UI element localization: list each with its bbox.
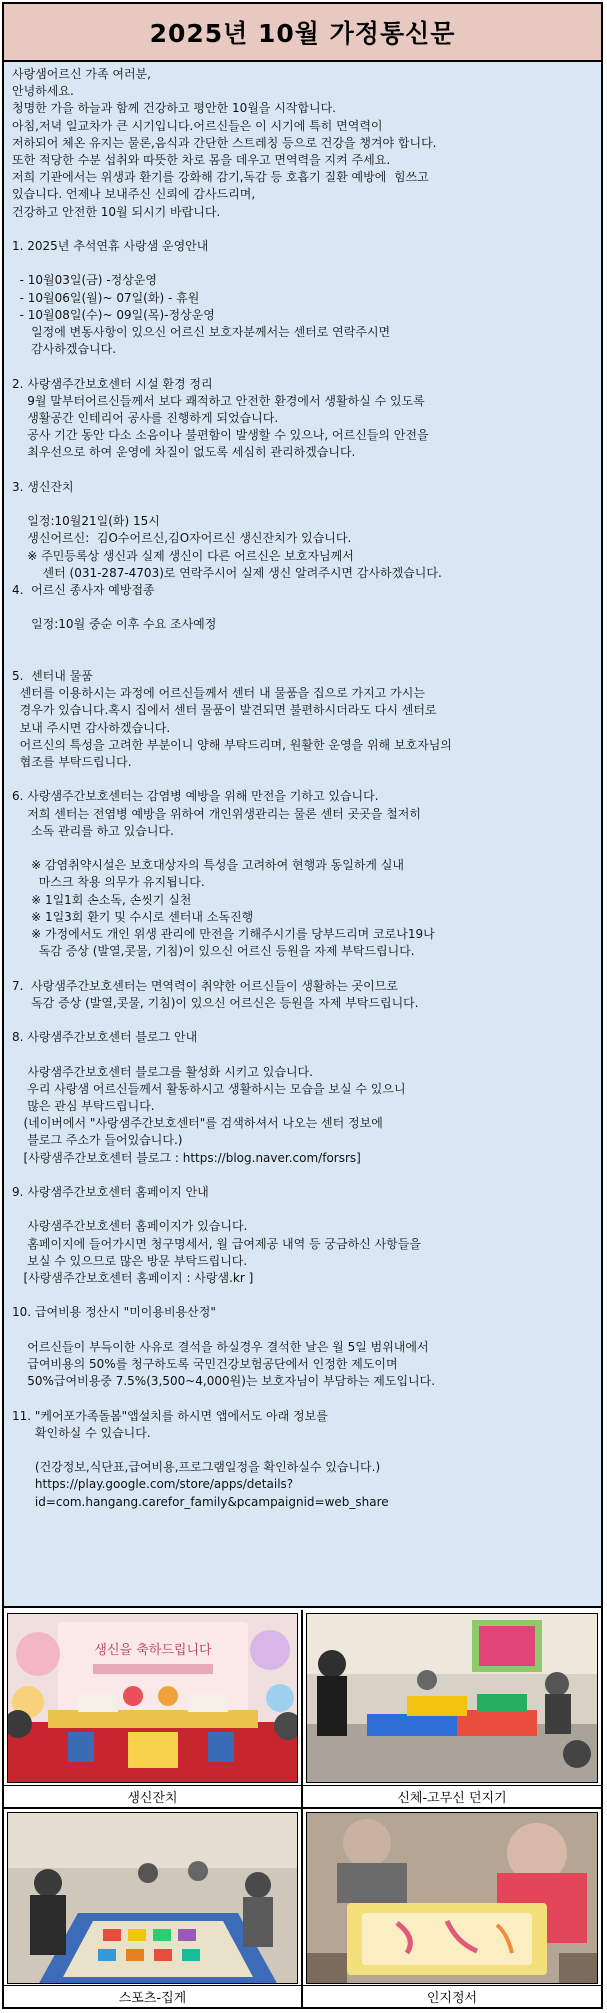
photo-caption-cognitive: 인지정서 (303, 1985, 601, 2007)
letter-line: 저희 기관에서는 위생과 환기를 강화해 감기,독감 등 호흡기 질환 예방에 힘쓰고 (12, 170, 429, 185)
photo-shoe-toss-illustration (307, 1614, 598, 1783)
letter-line: 또한 적당한 수분 섭취와 따뜻한 차로 몸을 데우고 면역력을 지켜 주세요. (12, 153, 391, 168)
letter-line (12, 1046, 593, 1063)
letter-line: 많은 관심 부탁드립니다. (12, 1098, 155, 1113)
letter-line: 블로그 주소가 들어있습니다.) (12, 1133, 183, 1148)
letter-line: 4. 어르신 종사자 예방접종 (12, 583, 155, 598)
letter-line: 9. 사랑샘주간보호센터 홈페이지 안내 (12, 1184, 209, 1199)
letter-line: 우리 사랑샘 어르신들께서 활동하시고 생활하시는 모습을 보실 수 있으니 (12, 1081, 406, 1096)
letter-line: 급여비용의 50%를 청구하도록 국민건강보험공단에서 인정한 제도이며 (12, 1356, 398, 1371)
letter-line: 청명한 가을 하늘과 함께 건강하고 평안한 10월을 시작합니다. (12, 101, 336, 116)
letter-line: 소독 관리를 하고 있습니다. (12, 823, 174, 838)
photo-cell-clothespin (4, 1809, 301, 2007)
grid-divider-horizontal (4, 1807, 601, 1809)
letter-line: 아침,저녁 일교차가 큰 시기입니다.어르신들은 이 시기에 특히 면역력이 (12, 118, 383, 133)
letter-line: 있습니다. 언제나 보내주신 신뢰에 감사드리며, (12, 187, 256, 202)
letter-line: 3. 생신잔치 (12, 479, 74, 494)
letter-line: 최우선으로 하여 운영에 차질이 없도록 세심히 관리하겠습니다. (12, 445, 356, 460)
letter-line (12, 771, 593, 788)
letter-line (12, 1287, 593, 1304)
letter-line (12, 651, 593, 668)
letter-line (12, 496, 593, 513)
letter-line (12, 599, 593, 616)
letter-line: 11. "케어포가족돌봄"앱설치를 하시면 앱에서도 아래 정보를 (12, 1408, 328, 1423)
photo-shoe-toss (306, 1613, 598, 1783)
letter-line: 5. 센터내 물품 (12, 668, 93, 683)
letter-line: 안녕하세요. (12, 84, 74, 99)
letter-line: 2. 사랑샘주간보호센터 시설 환경 정리 (12, 376, 213, 391)
photo-cell-cognitive (303, 1809, 601, 2007)
photo-grid (4, 1610, 601, 2007)
letter-line: 경우가 있습니다.혹시 집에서 센터 물품이 발견되면 불편하시더라도 다시 센터로 (12, 703, 437, 718)
letter-line (12, 221, 593, 238)
letter-line (12, 462, 593, 479)
letter-line: 공사 기간 동안 다소 소음이나 불편함이 발생할 수 있으나, 어르신들의 안전을 (12, 428, 429, 443)
letter-line: 1. 2025년 추석연휴 사랑샘 운영안내 (12, 239, 209, 254)
letter-line: 일정:10월21일(화) 15시 (12, 514, 160, 529)
letter-line: - 10월06일(월)~ 07일(화) - 휴원 (12, 290, 200, 305)
letter-line: 사랑샘어르신 가족 여러분, (12, 67, 151, 81)
letter-line: 센터 (031-287-4703)로 연락주시어 실제 생신 알려주시면 감사하겠습니다. (12, 565, 442, 580)
photo-cognitive-art (306, 1812, 598, 1984)
letter-line: 감사하겠습니다. (12, 342, 117, 357)
letter-line: 사랑샘주간보호센터 블로그를 활성화 시키고 있습니다. (12, 1064, 313, 1079)
letter-line: [사랑샘주간보호센터 블로그 : https://blog.naver.com/forsrs] (12, 1150, 361, 1165)
letter-line (12, 255, 593, 272)
newsletter-title: 2025년 10월 가정통신문 (4, 4, 601, 62)
letter-body (4, 62, 601, 1608)
letter-line: 보실 수 있으므로 많은 방문 부탁드립니다. (12, 1253, 248, 1268)
letter-line: ※ 가정에서도 개인 위생 관리에 만전을 기해주시기를 당부드리며 코로나19나 (12, 927, 435, 941)
letter-line: 센터를 이용하시는 과정에 어르신들께서 센터 내 물품을 집으로 가지고 가시는 (12, 686, 425, 701)
photo-cell-shoe-toss (303, 1610, 601, 1807)
letter-line: ※ 1일1회 손소독, 손씻기 실천 (12, 892, 192, 907)
letter-line: 보내 주시면 감사하겠습니다. (12, 720, 171, 735)
photo-caption-birthday: 생신잔치 (4, 1785, 301, 1807)
letter-line: https://play.google.com/store/apps/details? (12, 1477, 294, 1492)
photo-cell-birthday (4, 1610, 301, 1807)
letter-line: id=com.hangang.carefor_family&pcampaignid=web_share (12, 1494, 389, 1509)
letter-line: 건강하고 안전한 10월 되시기 바랍니다. (12, 204, 221, 219)
letter-line: 9월 말부터어르신들께서 보다 쾌적하고 안전한 환경에서 생활하실 수 있도록 (12, 393, 425, 408)
letter-line: (네이버에서 "사랑샘주간보호센터"를 검색하셔서 나오는 센터 정보에 (12, 1116, 383, 1131)
letter-line: - 10월03일(금) -정상운영 (12, 273, 157, 288)
photo-birthday-illustration (8, 1614, 298, 1783)
photo-clothespin-illustration (8, 1813, 298, 1984)
photo-caption-clothespin: 스포츠-집게 (4, 1985, 301, 2007)
letter-line: 독감 증상 (발열,콧물, 기침)이 있으신 어르신은 등원을 자제 부탁드립니다. (12, 995, 419, 1010)
letter-line: 협조를 부탁드립니다. (12, 755, 132, 769)
letter-line: 일정:10월 중순 이후 수요 조사예정 (12, 617, 217, 632)
letter-line: 생신어르신: 김O수어르신,김O자어르신 생신잔치가 있습니다. (12, 531, 352, 546)
letter-line: 어르신의 특성을 고려한 부분이니 양해 부탁드리며, 원활한 운영을 위해 보호자님의 (12, 737, 452, 752)
letter-line (12, 1167, 593, 1184)
letter-line: - 10월08일(수)~ 09일(목)-정상운영 (12, 307, 215, 322)
letter-line (12, 1012, 593, 1029)
letter-line: 독감 증상 (발열,콧물, 기침)이 있으신 어르신 등원을 자제 부탁드립니다. (12, 944, 415, 959)
letter-line: 6. 사랑샘주간보호센터는 감염병 예방을 위해 만전을 기하고 있습니다. (12, 789, 379, 804)
letter-line: 8. 사랑샘주간보호센터 블로그 안내 (12, 1030, 198, 1045)
newsletter-frame (2, 2, 603, 2009)
letter-line: ※ 주민등록상 생신과 실제 생신이 다른 어르신은 보호자님께서 (12, 548, 354, 563)
photo-cognitive-illustration (307, 1813, 598, 1984)
letter-line: [사랑샘주간보호센터 홈페이지 : 사랑샘.kr ] (12, 1270, 254, 1285)
letter-line (12, 960, 593, 977)
photo-birthday-party (7, 1613, 298, 1783)
letter-line: 사랑샘주간보호센터 홈페이지가 있습니다. (12, 1219, 248, 1234)
letter-line (12, 1201, 593, 1218)
letter-line: 생활공간 인테리어 공사를 진행하게 되었습니다. (12, 411, 279, 426)
letter-line: 마스크 착용 의무가 유지됩니다. (12, 875, 205, 890)
letter-line: ※ 1일3회 환기 및 수시로 센터내 소독진행 (12, 909, 254, 924)
photo-caption-shoe-toss: 신체-고무신 던지기 (303, 1785, 601, 1807)
letter-line (12, 1390, 593, 1407)
letter-line: 7. 사랑샘주간보호센터는 면역력이 취약한 어르신들이 생활하는 곳이므로 (12, 978, 398, 993)
letter-line: 10. 급여비용 정산시 "미이용비용산정" (12, 1305, 216, 1320)
letter-line: 홈페이지에 들어가시면 청구명세서, 월 급여제공 내역 등 궁금하신 사항들을 (12, 1236, 421, 1251)
letter-line: (건강정보,식단표,급여비용,프로그램일정을 확인하실수 있습니다.) (12, 1460, 381, 1475)
letter-line: 확인하실 수 있습니다. (12, 1425, 151, 1440)
letter-line: 어르신들이 부득이한 사유로 결석을 하실경우 결석한 날은 월 5일 범위내에서 (12, 1339, 429, 1354)
letter-line: ※ 감염취약시설은 보호대상자의 특성을 고려하여 현행과 동일하게 실내 (12, 858, 404, 873)
photo-clothespin-sport (7, 1812, 298, 1984)
letter-line: 50%급여비용중 7.5%(3,500~4,000원)는 보호자님이 부담하는 제도입니다. (12, 1374, 436, 1389)
letter-line: 저희 센터는 전염병 예방을 위하여 개인위생관리는 물론 센터 곳곳을 철저히 (12, 806, 421, 821)
letter-line (12, 1442, 593, 1459)
letter-line (12, 840, 593, 857)
letter-line: 일정에 변동사항이 있으신 어르신 보호자분께서는 센터로 연락주시면 (12, 325, 391, 340)
photo-banner-text: 생신을 축하드립니다 (94, 1643, 212, 1658)
letter-line (12, 634, 593, 651)
letter-line (12, 358, 593, 375)
letter-line: 저하되어 체온 유지는 물론,음식과 간단한 스트레칭 등으로 건강을 챙겨야 합니다. (12, 135, 437, 150)
letter-line (12, 1322, 593, 1339)
